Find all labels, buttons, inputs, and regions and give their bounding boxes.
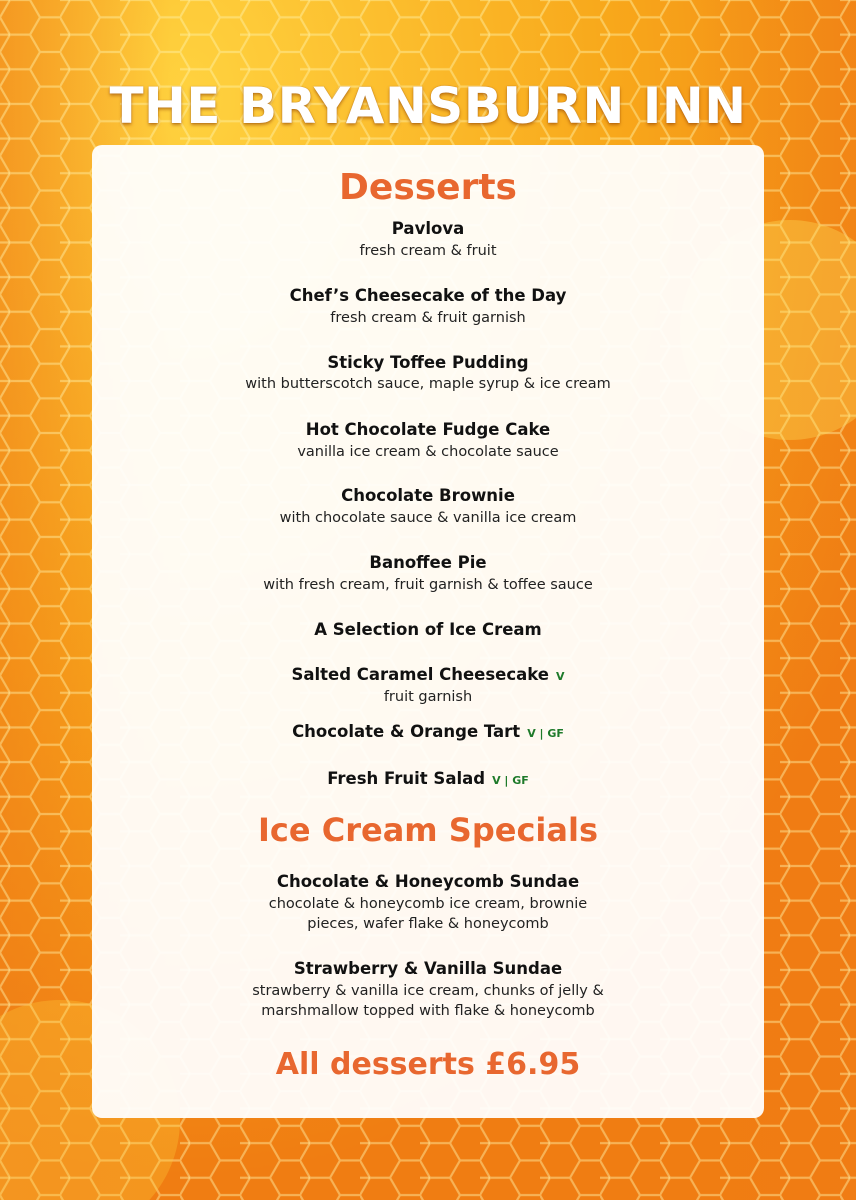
menu-item-name: Sticky Toffee Pudding — [327, 353, 529, 372]
menu-item-description: pieces, wafer flake & honeycomb — [307, 916, 549, 932]
dietary-tag: V | GF — [492, 774, 529, 787]
menu-item-row — [92, 721, 764, 745]
menu-item-name: Salted Caramel Cheesecake — [291, 665, 549, 684]
price-note: All desserts £6.95 — [275, 1047, 581, 1082]
menu-item-description: with fresh cream, fruit garnish & toffee sauce — [263, 577, 593, 593]
menu-item-name: Hot Chocolate Fudge Cake — [305, 420, 551, 439]
restaurant-name: THE BRYANSBURN INN — [109, 77, 747, 135]
menu-item-row — [92, 768, 764, 792]
dietary-tag: V — [555, 670, 565, 683]
menu-item-description: marshmallow topped with flake & honeycomb — [261, 1003, 595, 1019]
menu-item-name: Chocolate & Orange Tart — [292, 722, 521, 741]
menu-item-description: with chocolate sauce & vanilla ice cream — [279, 510, 577, 526]
ice-cream-specials-heading: Ice Cream Specials — [258, 811, 598, 849]
desserts-heading: Desserts — [339, 167, 517, 208]
menu-item-name: A Selection of Ice Cream — [314, 620, 542, 639]
menu-card — [92, 145, 764, 1118]
menu-item-name: Fresh Fruit Salad — [327, 769, 486, 788]
menu-item-name: Pavlova — [391, 219, 465, 238]
menu-item-description: fruit garnish — [383, 689, 473, 705]
menu-item-name: Chocolate Brownie — [341, 486, 515, 505]
menu-item-description: chocolate & honeycomb ice cream, brownie — [268, 896, 588, 912]
menu-item-name: Chef’s Cheesecake of the Day — [289, 286, 567, 305]
menu-item-name: Strawberry & Vanilla Sundae — [293, 959, 563, 978]
menu-item-name: Chocolate & Honeycomb Sundae — [276, 872, 580, 891]
menu-item-row — [92, 664, 764, 688]
menu-item-name: Banoffee Pie — [369, 553, 487, 572]
menu-item-description: fresh cream & fruit — [359, 243, 497, 259]
dietary-tag: V | GF — [527, 727, 564, 740]
menu-item-description: vanilla ice cream & chocolate sauce — [297, 444, 559, 460]
menu-item-description: strawberry & vanilla ice cream, chunks of jelly & — [252, 983, 604, 999]
menu-item-description: with butterscotch sauce, maple syrup & ice cream — [245, 376, 611, 392]
menu-item-description: fresh cream & fruit garnish — [330, 310, 526, 326]
